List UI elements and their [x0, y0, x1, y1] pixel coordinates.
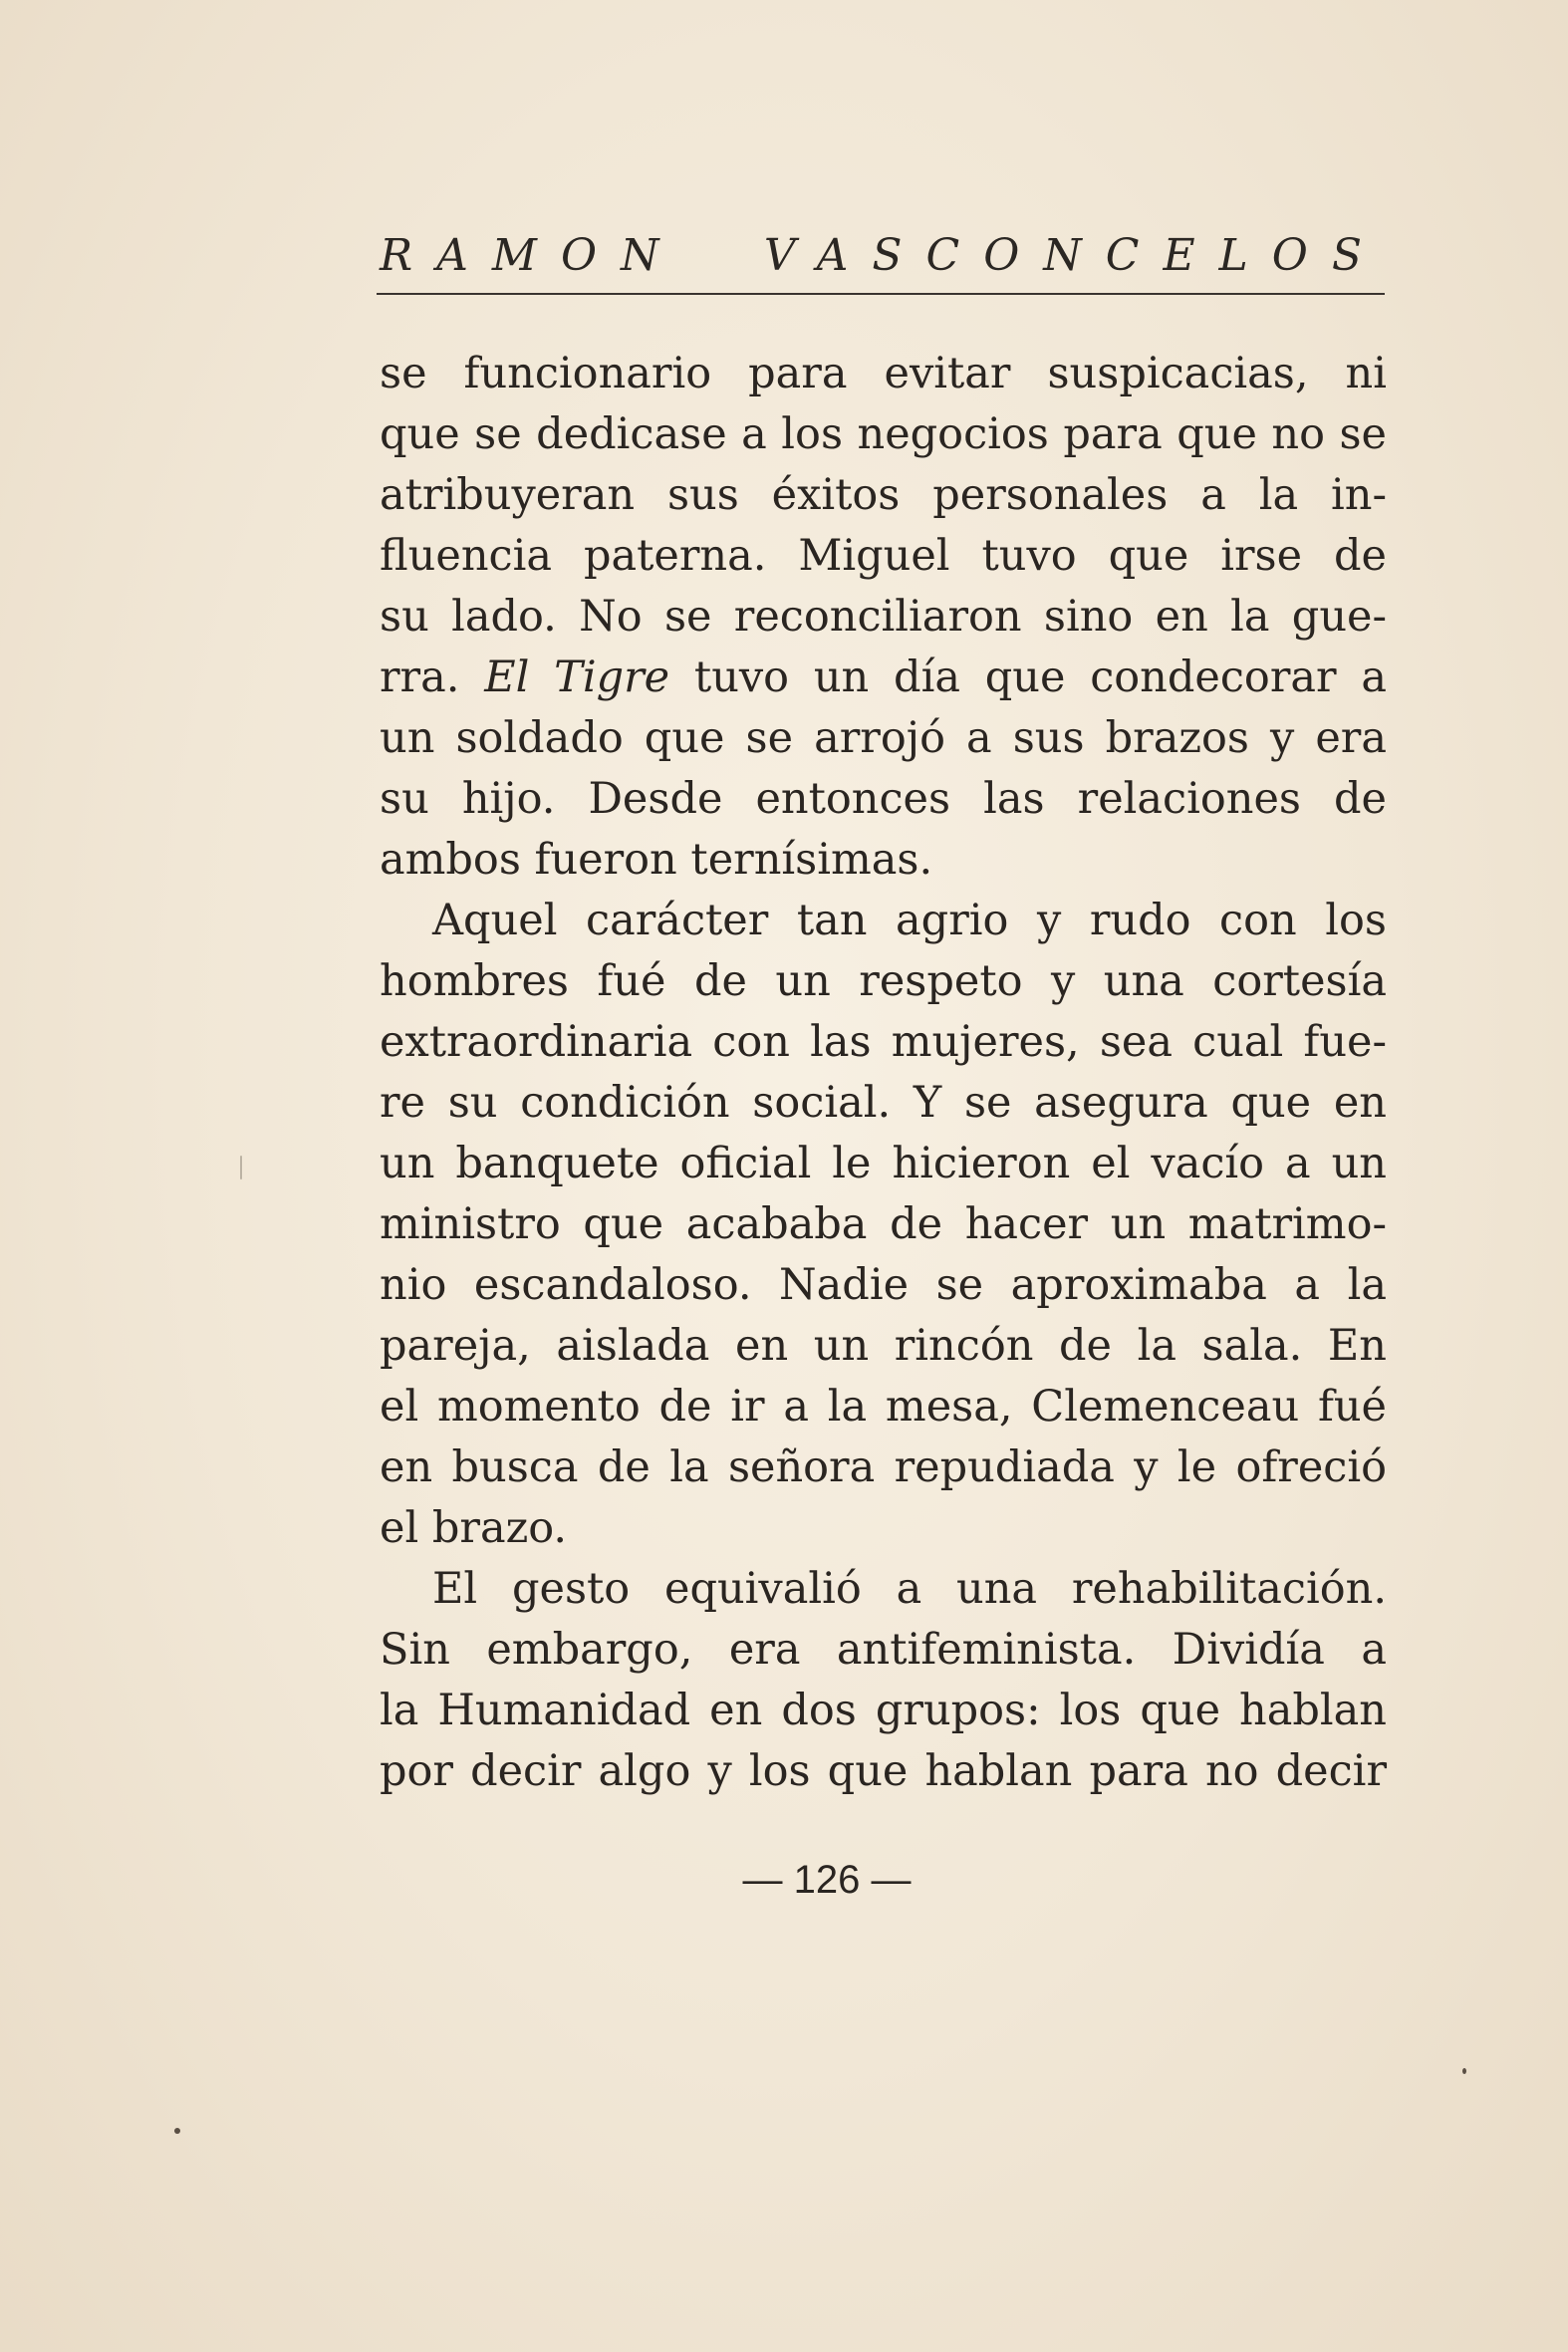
italic-title: El Tigre	[484, 653, 670, 702]
text-line: se funcionario para evitar suspicacias, ni	[380, 349, 1387, 398]
text-line: pareja, aislada en un rincón de la sala. En	[380, 1321, 1387, 1371]
paragraph-start-line: Aquel carácter tan agrio y rudo con los	[432, 896, 1387, 945]
body-text	[380, 344, 1387, 1802]
paper-speck	[240, 1156, 242, 1179]
paper-speck	[174, 2128, 180, 2134]
text-line: que se dedicase a los negocios para que no se	[380, 409, 1387, 459]
text-line: el brazo.	[380, 1503, 568, 1553]
text-line: el momento de ir a la mesa, Clemenceau fué	[380, 1382, 1387, 1432]
text-line: atribuyeran sus éxitos personales a la in-	[380, 470, 1387, 520]
text-line: un banquete oficial le hicieron el vacío a un	[380, 1139, 1387, 1188]
text-line: nio escandaloso. Nadie se aproximaba a la	[380, 1260, 1387, 1310]
text-line: re su condición social. Y se asegura que en	[380, 1078, 1387, 1128]
text-run: rra.	[380, 653, 485, 702]
running-head: RAMON VASCONCELOS	[380, 230, 1386, 281]
text-line: Sin embargo, era antifeminista. Dividía a	[380, 1625, 1387, 1675]
text-line: extraordinaria con las mujeres, sea cual fue-	[380, 1017, 1387, 1067]
text-line: hombres fué de un respeto y una cortesía	[380, 956, 1387, 1006]
page-number: — 126 —	[742, 1858, 912, 1902]
text-line: la Humanidad en dos grupos: los que hablan	[380, 1686, 1387, 1735]
text-line: un soldado que se arrojó a sus brazos y era	[380, 713, 1387, 763]
text-line	[380, 648, 1387, 708]
paragraph-start-line: El gesto equivalió a una rehabilitación.	[432, 1564, 1387, 1614]
text-line: ambos fueron ternísimas.	[380, 835, 933, 885]
paper-speck	[1462, 2068, 1466, 2074]
text-line: por decir algo y los que hablan para no decir	[380, 1746, 1387, 1796]
text-line: su lado. No se reconciliaron sino en la gue-	[380, 592, 1387, 642]
text-line: ministro que acababa de hacer un matrimo-	[380, 1199, 1387, 1249]
text-run: tuvo un día que condecorar a	[669, 653, 1387, 702]
text-line: su hijo. Desde entonces las relaciones de	[380, 774, 1387, 824]
text-line: fluencia paterna. Miguel tuvo que irse de	[380, 531, 1387, 581]
text-line: en busca de la señora repudiada y le ofreció	[380, 1442, 1387, 1492]
header-rule	[377, 293, 1385, 295]
